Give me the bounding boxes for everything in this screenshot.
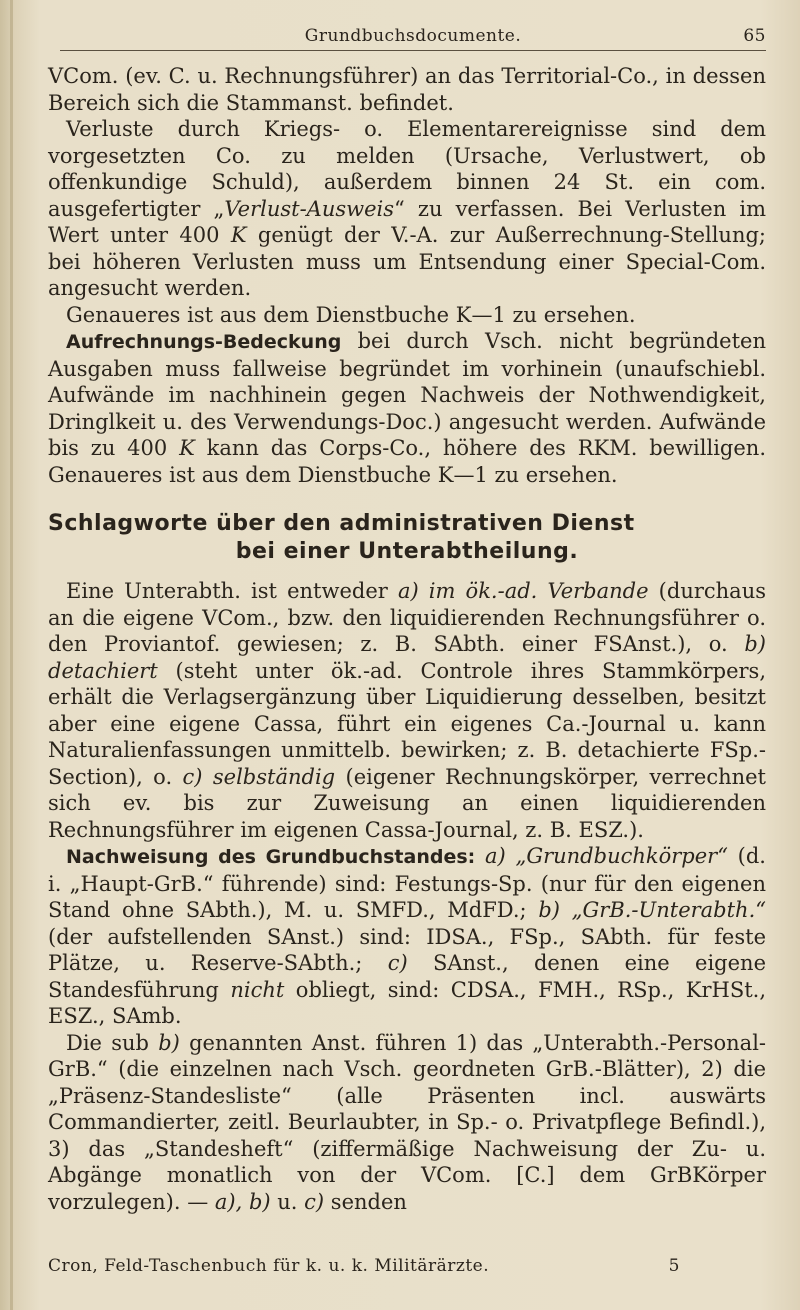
section-heading-line-2: bei einer Unterabtheilung. <box>235 539 579 564</box>
nachweisung-text-d: obliegt, sind: CDSA., FMH., RSp., KrHSt., ESZ., SAmb. <box>48 977 766 1028</box>
unterabth-text-d: (eigener Rechnungskörper, verrechnet sich ev. bis zur Zuweisung an einen liquidierenden Rechnungsführer im eigenen Cassa-Journal, z. B. ESZ.). <box>48 764 766 842</box>
paragraph-losses <box>48 116 766 302</box>
anstalten-text-b: genannten Anst. führen 1) das „Unterabth.-Personal-GrB.“ (die einzelnen nach Vsch. geordneten GrB.-Blätter), 2) die „Präsenz-Standesliste“ (alle Präsenten incl. auswärts Commandierter, zeitl. Beurlaubter, in Sp.- o. Privatpflege Befindl.), 3) das „Standesheft“ (ziffermäßige Nachweisung der Zu- u. Abgänge monatlich von der VCom. [C.] dem GrBKörper vorzulegen). — <box>48 1030 767 1214</box>
running-title: Grundbuchsdocumente. <box>304 26 522 46</box>
reference-text: Genaueres ist aus dem Dienstbuche K—1 zu ersehen. <box>66 302 636 327</box>
anstalten-ref-b: b) <box>148 1030 180 1055</box>
paragraph-aufrechnung <box>48 328 766 488</box>
nachweisung-option-c: c) <box>362 951 408 975</box>
unterabth-text-c: (steht unter ök.-ad. Controle ihres Stammkörpers, erhält die Verlagsergänzung über Liquidierung desselben, besitzt aber eine eigene Cassa, führt ein eigenes Ca.-Journal u. kann Naturalienfassungen unmittelb. bewirken; z. B. detachierte FSp.-Section), o. <box>48 658 766 789</box>
paragraph-reference <box>48 302 766 329</box>
losses-text-b: “ zu verfassen. Bei Verlusten im Wert unter 400 <box>48 196 766 247</box>
nachweisung-nicht: nicht <box>218 977 285 1002</box>
running-header <box>60 26 766 51</box>
nachweisung-text-c: SAnst., denen eine eigene Standesführung <box>48 951 766 1002</box>
unterabth-text-a: Eine Unterabth. ist entweder <box>66 579 388 603</box>
losses-currency-k: K <box>230 223 247 247</box>
page-footer <box>48 1256 680 1276</box>
page-body <box>48 63 766 1215</box>
page-number: 65 <box>743 26 766 46</box>
paragraph-unterabth <box>48 578 766 843</box>
anstalten-ref-ab: a), b) <box>208 1189 271 1214</box>
unterabth-option-b: b) detachiert <box>48 632 766 683</box>
nachweisung-text-b: (der aufstellenden SAnst.) sind: IDSA., FSp., SAbth. für feste Plätze, u. Reserve-SAbth.; <box>48 924 766 975</box>
anstalten-text-a: Die sub <box>66 1030 149 1055</box>
aufrechnung-term: Aufrechnungs-Bedeckung <box>66 331 342 353</box>
nachweisung-option-a: a) „Grundbuchkörper“ <box>475 844 728 868</box>
footer-signature: 5 <box>668 1256 680 1276</box>
anstalten-text-d: senden <box>324 1189 407 1214</box>
paragraph-nachweisung <box>48 843 766 1030</box>
aufrechnung-text-b: kann das Corps-Co., höhere des RKM. bewilligen. Genaueres ist aus dem Dienstbuche K—1 zu ersehen. <box>48 436 766 487</box>
section-heading <box>48 510 766 566</box>
unterabth-option-c: c) selbständig <box>182 764 336 789</box>
anstalten-ref-c: c) <box>297 1189 325 1214</box>
footer-source: Cron, Feld-Taschenbuch für k. u. k. Militärärzte. <box>48 1256 490 1276</box>
paragraph-anstalten <box>48 1030 766 1216</box>
nachweisung-option-b: b) „GrB.-Unterabth.“ <box>526 898 766 922</box>
section-heading-line-1: Schlagworte über den administrativen Dienst <box>48 511 635 536</box>
nachweisung-text-a: (d. i. „Haupt-GrB.“ führende) sind: Festungs-Sp. (nur für den eigenen Stand ohne SAbth.), M. u. SMFD., MdFD.; <box>48 844 766 922</box>
losses-text-a: Verluste durch Kriegs- o. Elementarereignisse sind dem vorgesetzten Co. zu melden (Ursache, Verlustwert, ob offenkundige Schuld), außerdem binnen 24 St. ein com. ausgefertigter „ <box>48 117 766 221</box>
losses-term-italic: Verlust-Ausweis <box>224 196 395 221</box>
losses-text-c: genügt der V.-A. zur Außerrechnung-Stellung; bei höheren Verlusten muss um Entsendung einer Special-Com. angesucht werden. <box>48 223 766 300</box>
paragraph-1 <box>48 63 766 116</box>
unterabth-text-b: (durchaus an die eigene VCom., bzw. den liquidierenden Rechnungsführer o. den Proviantof. gewiesen; z. B. SAbth. einer FSAnst.), o. <box>48 579 766 656</box>
anstalten-text-c: u. <box>270 1189 298 1214</box>
paragraph-1-text: VCom. (ev. C. u. Rechnungsführer) an das Territorial-Co., in dessen Bereich sich die Stammanst. befindet. <box>48 64 766 115</box>
aufrechnung-text-a: bei durch Vsch. nicht begründeten Ausgaben muss fallweise begründet im vorhinein (unaufschiebl. Aufwände im nachhinein gegen Nachweis der Nothwendigkeit, Dringlkeit u. des Verwendungs-Doc.) angesucht werden. Aufwände bis zu 400 <box>48 329 766 460</box>
nachweisung-term: Nachweisung des Grundbuchstandes: <box>66 846 476 868</box>
unterabth-option-a: a) im ök.-ad. Verbande <box>397 579 649 603</box>
aufrechnung-currency-k: K <box>179 436 195 460</box>
